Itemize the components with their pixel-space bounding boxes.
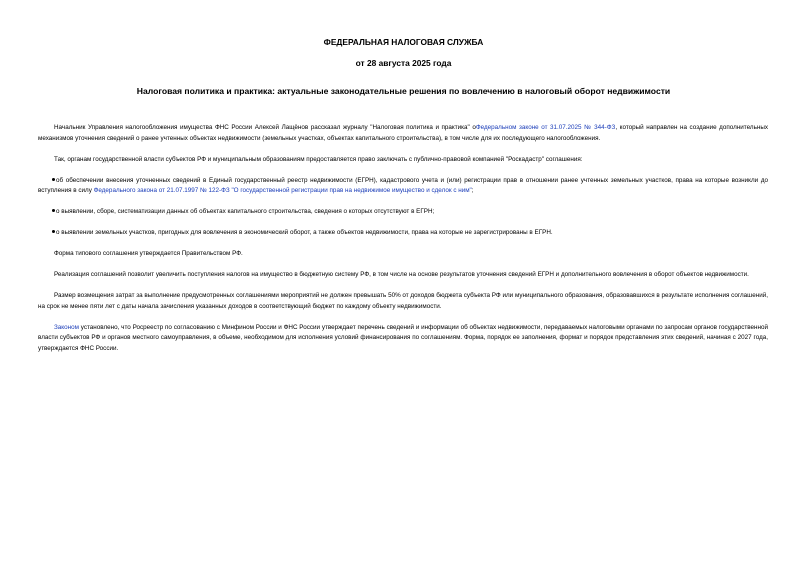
document-body xyxy=(38,123,768,365)
law-344-link[interactable]: Федеральном законе от 31.07.2025 № 344-ФЗ xyxy=(475,124,616,131)
paragraph-intro-text-end: , который направлен на создание дополнительных механизмов уточнения сведений о ранее учтенных объектах недвижимости (земельных участках, объектах капитального строительства), в том числе для их последующего налогообложения. xyxy=(38,124,769,142)
paragraph-implementation: Реализация соглашений позволит увеличить поступления налогов на имущество в бюджетную систему РФ, в том числе на основе результатов уточнения сведений ЕГРН и дополнительного вовлечения в оборот объектов недвижимости. xyxy=(54,271,749,278)
bullet-icon xyxy=(52,230,55,233)
law-122-link[interactable]: Федерального закона от 21.07.1997 № 122-ФЗ "О государственной регистрации прав на недвижимое имущество и сделок с ним" xyxy=(93,187,472,194)
paragraph-compensation: Размер возмещения затрат за выполнение предусмотренных соглашениями мероприятий не должен превышать 50% от доходов бюджета субъекта РФ или муниципального образования, образовавшихся в результате исполнения соглашений, на срок не менее пяти лет с даты начала зачисления указанных доходов в соответствующий бюджет по каждому объекту недвижимости. xyxy=(38,292,768,310)
paragraph-rosreestr xyxy=(38,323,768,355)
list-item-egrn xyxy=(38,176,768,197)
document-date: от 28 августа 2025 года xyxy=(355,58,452,68)
document-title: Налоговая политика и практика: актуальные законодательные решения по вовлечению в налоговый оборот недвижимости xyxy=(136,86,671,96)
paragraph-intro xyxy=(38,123,768,144)
list-item-egrn-end: ; xyxy=(471,187,474,194)
list-item-egrn-text: об обеспечении внесения уточненных сведений в Единый государственный реестр недвижимости (ЕГРН), кадастрового учета и (или) регистрации прав в отношении ранее учтенных земельных участков, права на которые возникли до вступления в силу xyxy=(38,176,768,194)
law-link[interactable]: Законом xyxy=(54,323,79,331)
paragraph-rosreestr-text: установлено, что Росреестр по согласованию с Минфином России и ФНС России утверждает перечень сведений и информации об объектах недвижимости, передаваемых налоговыми органами по запросам органов государственной власти субъектов РФ и органов местного самоуправления, в объеме, необходимом для исполнения условий финансирования по соглашениям. Форма, порядок ее заполнения, формат и порядок представления этих сведений, начиная с 2027 года, утверждается ФНС России. xyxy=(38,323,768,352)
agency-name: ФЕДЕРАЛЬНАЯ НАЛОГОВАЯ СЛУЖБА xyxy=(323,37,484,47)
paragraph-intro-text: Начальник Управления налогообложения имущества ФНС России Алексей Лащёнов рассказал журналу "Налоговая политика и практика" о xyxy=(54,124,476,131)
list-item-capital-objects xyxy=(38,207,768,218)
list-item-land-plots-text: о выявлении земельных участков, пригодных для вовлечения в экономический оборот, а также объектов недвижимости, права на которые не зарегистрированы в ЕГРН. xyxy=(56,229,553,236)
paragraph-rights: Так, органам государственной власти субъектов РФ и муниципальным образованиям предоставляется право заключать с публично-правовой компанией "Роскадастр" соглашения: xyxy=(54,155,583,163)
bullet-icon xyxy=(52,178,55,181)
list-item-capital-objects-text: о выявлении, сборе, систематизации данных об объектах капитального строительства, сведения о которых отсутствуют в ЕГРН; xyxy=(56,208,435,215)
list-item-land-plots xyxy=(38,228,768,239)
paragraph-form: Форма типового соглашения утверждается Правительством РФ. xyxy=(54,250,243,257)
bullet-icon xyxy=(52,209,55,212)
